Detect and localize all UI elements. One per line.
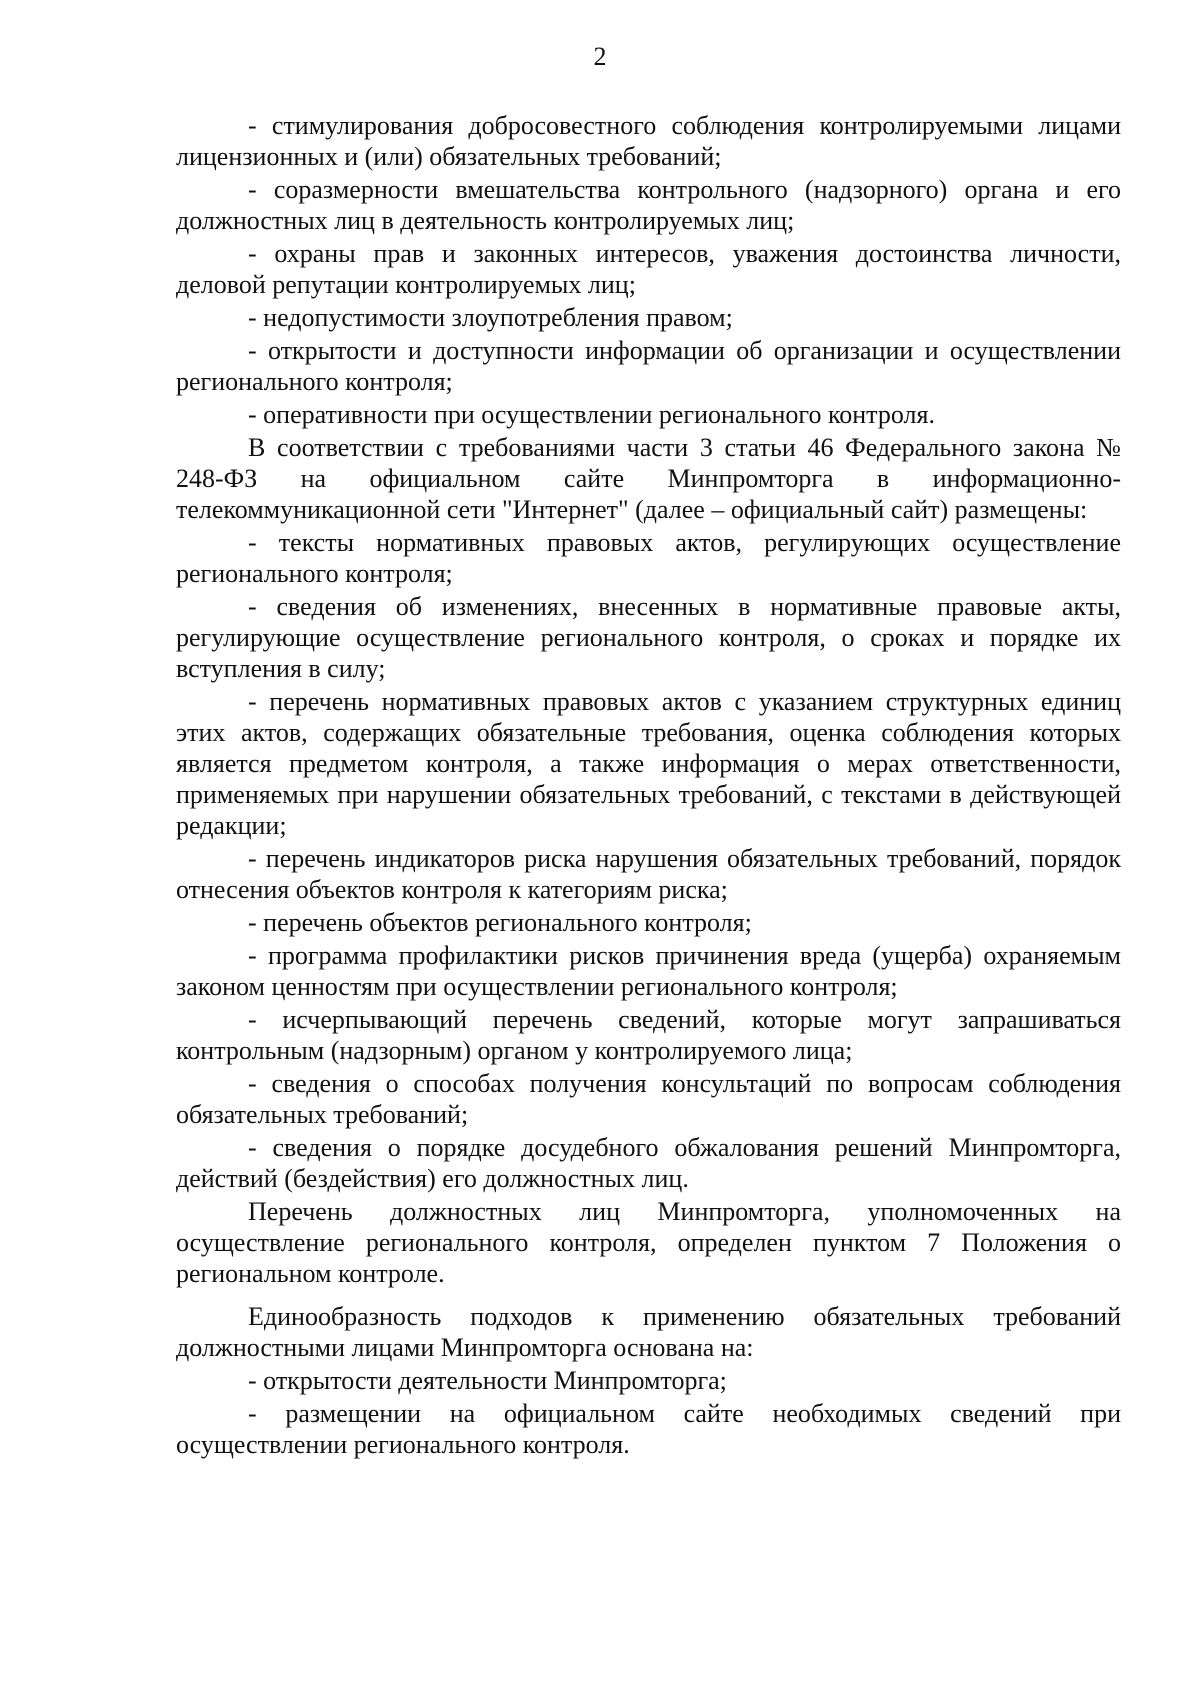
paragraph: - стимулирования добросовестного соблюдения контролируемыми лицами лицензионных и (или) обязательных требований; (176, 111, 1121, 171)
paragraph: - тексты нормативных правовых актов, регулирующих осуществление регионального контроля; (176, 528, 1121, 588)
paragraph: - перечень нормативных правовых актов с указанием структурных единиц этих актов, содержащих обязательные требования, оценка соблюдения которых является предметом контроля, а также информация о мерах ответственности, применяемых при нарушении обязательных требований, с текстами в действующей редакции; (176, 687, 1121, 840)
page-number: 2 (593, 42, 607, 71)
paragraph: - перечень индикаторов риска нарушения обязательных требований, порядок отнесения объектов контроля к категориям риска; (176, 844, 1121, 904)
paragraph: В соответствии с требованиями части 3 статьи 46 Федерального закона № 248-ФЗ на официальном сайте Минпромторга в информационно-телекоммуникационной сети "Интернет" (далее – официальный сайт) размещены: (176, 433, 1121, 524)
paragraph: - оперативности при осуществлении регионального контроля. (248, 400, 935, 429)
paragraph: - сведения об изменениях, внесенных в нормативные правовые акты, регулирующие осуществление регионального контроля, о сроках и порядке их вступления в силу; (176, 592, 1121, 683)
paragraph: - размещении на официальном сайте необходимых сведений при осуществлении регионального контроля. (176, 1399, 1121, 1459)
paragraph: Перечень должностных лиц Минпромторга, уполномоченных на осуществление регионального контроля, определен пунктом 7 Положения о региональном контроле. (176, 1197, 1121, 1288)
paragraph: - охраны прав и законных интересов, уважения достоинства личности, деловой репутации контролируемых лиц; (176, 239, 1121, 299)
document-body (176, 110, 1121, 1462)
paragraph: - исчерпывающий перечень сведений, которые могут запрашиваться контрольным (надзорным) органом у контролируемого лица; (176, 1005, 1121, 1065)
paragraph: - открытости деятельности Минпромторга; (248, 1366, 727, 1395)
paragraph: - сведения о способах получения консультаций по вопросам соблюдения обязательных требований; (176, 1069, 1121, 1129)
paragraph: - соразмерности вмешательства контрольного (надзорного) органа и его должностных лиц в деятельность контролируемых лиц; (176, 175, 1121, 235)
paragraph: - программа профилактики рисков причинения вреда (ущерба) охраняемым законом ценностям при осуществлении регионального контроля; (176, 941, 1121, 1001)
paragraph: Единообразность подходов к применению обязательных требований должностными лицами Минпромторга основана на: (176, 1302, 1121, 1362)
paragraph: - недопустимости злоупотребления правом; (248, 303, 733, 332)
paragraph: - перечень объектов регионального контроля; (248, 908, 752, 937)
paragraph: - сведения о порядке досудебного обжалования решений Минпромторга, действий (бездействия) его должностных лиц. (176, 1133, 1121, 1193)
paragraph: - открытости и доступности информации об организации и осуществлении регионального контроля; (176, 336, 1121, 396)
